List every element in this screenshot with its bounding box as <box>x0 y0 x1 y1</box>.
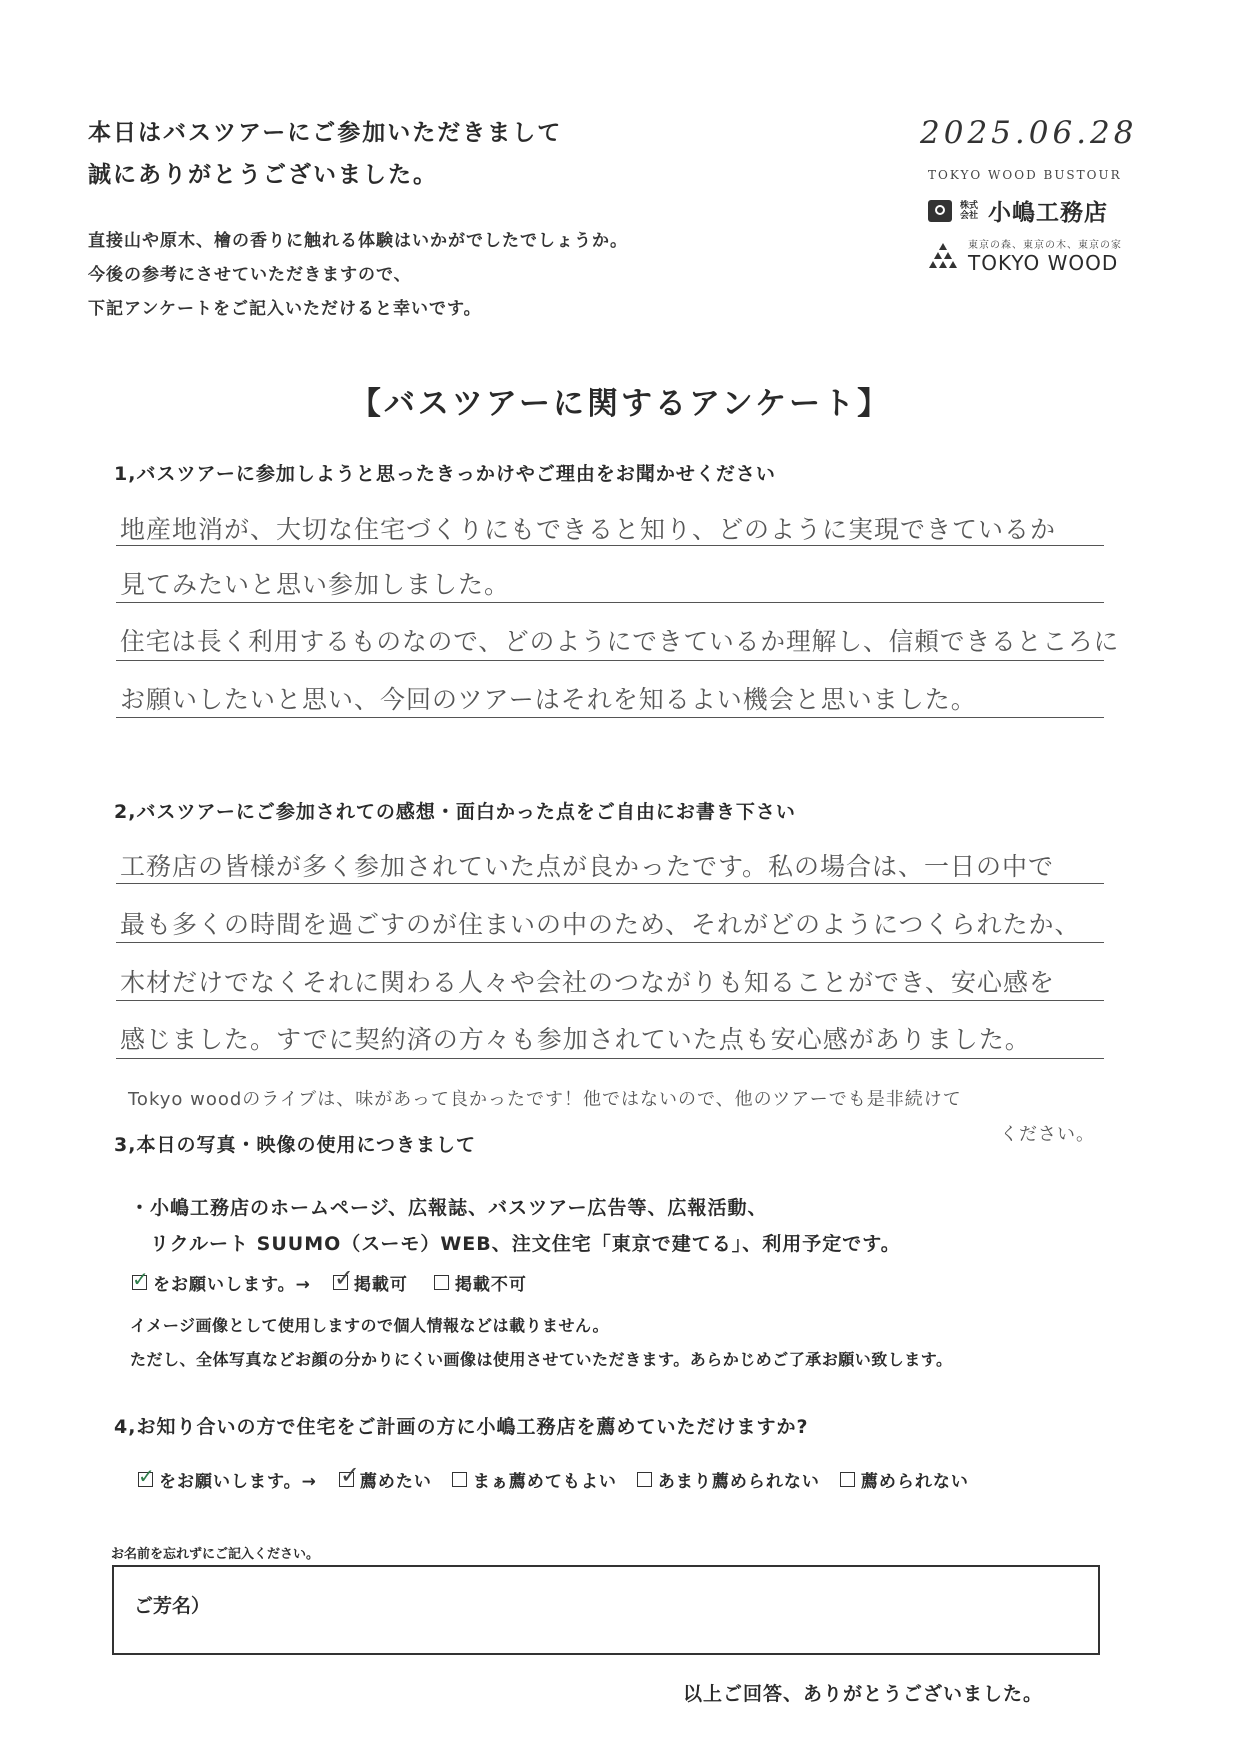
q2-answer-line: 木材だけでなくそれに関わる人々や会社のつながりも知ることができ、安心感を <box>120 968 1056 997</box>
intro-body-line3: 下記アンケートをご記入いただけると幸いです。 <box>88 299 482 319</box>
q3-note <box>130 1309 952 1377</box>
q4-instruction: をお願いします。→ <box>159 1472 317 1492</box>
option-checkbox-publish-ok[interactable] <box>333 1275 348 1290</box>
answer-rule <box>116 602 1104 603</box>
q1-answer-line: 住宅は長く利用するものなので、どのようにできているか理解し、信頼できるところに <box>120 627 1120 656</box>
q1-answer-line: 見てみたいと思い参加しました。 <box>120 570 511 599</box>
answer-rule <box>116 942 1104 943</box>
kojima-brand <box>928 194 1108 227</box>
intro-body-line2: 今後の参考にさせていただきますので、 <box>88 265 412 285</box>
closing-message: 以上ご回答、ありがとうございました。 <box>683 1683 1044 1705</box>
option-checkbox-recommend[interactable] <box>339 1472 354 1487</box>
intro-title-line2: 誠にありがとうございました。 <box>88 162 438 188</box>
intro-body <box>88 224 628 326</box>
legend-check-icon <box>132 1275 147 1290</box>
name-input-box[interactable] <box>112 1565 1100 1655</box>
name-caption: お名前を忘れずにご記入ください。 <box>111 1547 320 1562</box>
option-label-recommend: 薦めたい <box>359 1472 432 1492</box>
option-checkbox-publish-ng[interactable] <box>434 1275 449 1290</box>
option-label-recommend-no: 薦められない <box>860 1472 969 1492</box>
intro-body-line1: 直接山や原木、檜の香りに触れる体験はいかがでしたでしょうか。 <box>88 231 628 251</box>
q3-question: 3,本日の写真・映像の使用につきまして <box>114 1134 477 1156</box>
company-name: 小嶋工務店 <box>988 200 1108 226</box>
intro-title <box>88 112 562 196</box>
option-checkbox-recommend-no[interactable] <box>840 1472 855 1487</box>
answer-rule <box>116 660 1104 661</box>
company-kabushiki: 株式会社 <box>960 200 979 221</box>
tokyo-wood-brand <box>928 236 1122 275</box>
q2-extra-line-tail: ください。 <box>1000 1124 1095 1145</box>
q2-answer-line: 感じました。すでに契約済の方々も参加されていた点も安心感がありました。 <box>120 1025 1031 1054</box>
q2-question: 2,バスツアーにご参加されての感想・面白かった点をご自由にお書き下さい <box>114 801 796 823</box>
q1-answer-line: 地産地消が、大切な住宅づくりにもできると知り、どのように実現できているか <box>120 515 1057 544</box>
q3-bullet-line1: ・小嶋工務店のホームページ、広報誌、バスツアー広告等、広報活動、 <box>130 1197 768 1219</box>
q2-extra-line: Tokyo woodのライブは、味があって良かったです！他ではないので、他のツアーでも是非続けて <box>128 1089 962 1110</box>
legend-check-icon <box>138 1472 153 1487</box>
answer-rule <box>116 1058 1104 1059</box>
q3-bullet-line2: リクルート SUUMO（スーモ）WEB、注文住宅「東京で建てる」、利用予定です。 <box>150 1233 901 1255</box>
tour-name: TOKYO WOOD BUSTOUR <box>928 168 1122 182</box>
option-checkbox-recommend-hardly[interactable] <box>637 1472 652 1487</box>
q2-answer-line: 工務店の皆様が多く参加されていた点が良かったです。私の場合は、一日の中で <box>120 852 1055 881</box>
survey-title: 【バスツアーに関するアンケート】 <box>349 386 892 422</box>
q1-answer-line: お願いしたいと思い、今回のツアーはそれを知るよい機会と思いました。 <box>120 685 977 714</box>
answer-rule <box>116 545 1104 546</box>
q3-note-line2: ただし、全体写真などお顔の分かりにくい画像は使用させていただきます。あらかじめご了承お願い致します。 <box>130 1350 953 1369</box>
q3-options <box>132 1270 527 1295</box>
answer-rule <box>116 1000 1104 1001</box>
q2-answer-line: 最も多くの時間を過ごすのが住まいの中のため、それがどのようにつくられたか、 <box>120 910 1081 939</box>
answer-rule <box>116 883 1104 884</box>
option-label-recommend-hardly: あまり薦められない <box>657 1472 820 1492</box>
q3-bullet <box>130 1190 901 1262</box>
answer-rule <box>116 717 1104 718</box>
kojima-logo-icon <box>928 200 952 222</box>
option-checkbox-recommend-maybe[interactable] <box>452 1472 467 1487</box>
q1-question: 1,バスツアーに参加しようと思ったきっかけやご理由をお聞かせください <box>114 463 776 485</box>
tokyo-wood-name: TOKYO WOOD <box>968 251 1119 275</box>
event-date: 2025.06.28 <box>920 115 1138 151</box>
name-label: ご芳名） <box>134 1595 211 1617</box>
q4-question: 4,お知り合いの方で住宅をご計画の方に小嶋工務店を薦めていただけますか? <box>114 1416 809 1438</box>
option-label-recommend-maybe: まぁ薦めてもよい <box>472 1472 617 1492</box>
q3-note-line1: イメージ画像として使用しますので個人情報などは載りません。 <box>130 1316 609 1335</box>
q3-instruction: をお願いします。→ <box>153 1275 311 1295</box>
tokyo-wood-tagline: 東京の森、東京の木、東京の家 <box>968 240 1122 251</box>
q4-options <box>138 1467 969 1492</box>
option-label-publish-ng: 掲載不可 <box>454 1275 527 1295</box>
tokyo-wood-logo-icon <box>928 242 958 270</box>
intro-title-line1: 本日はバスツアーにご参加いただきまして <box>88 120 563 146</box>
option-label-publish-ok: 掲載可 <box>353 1275 408 1295</box>
